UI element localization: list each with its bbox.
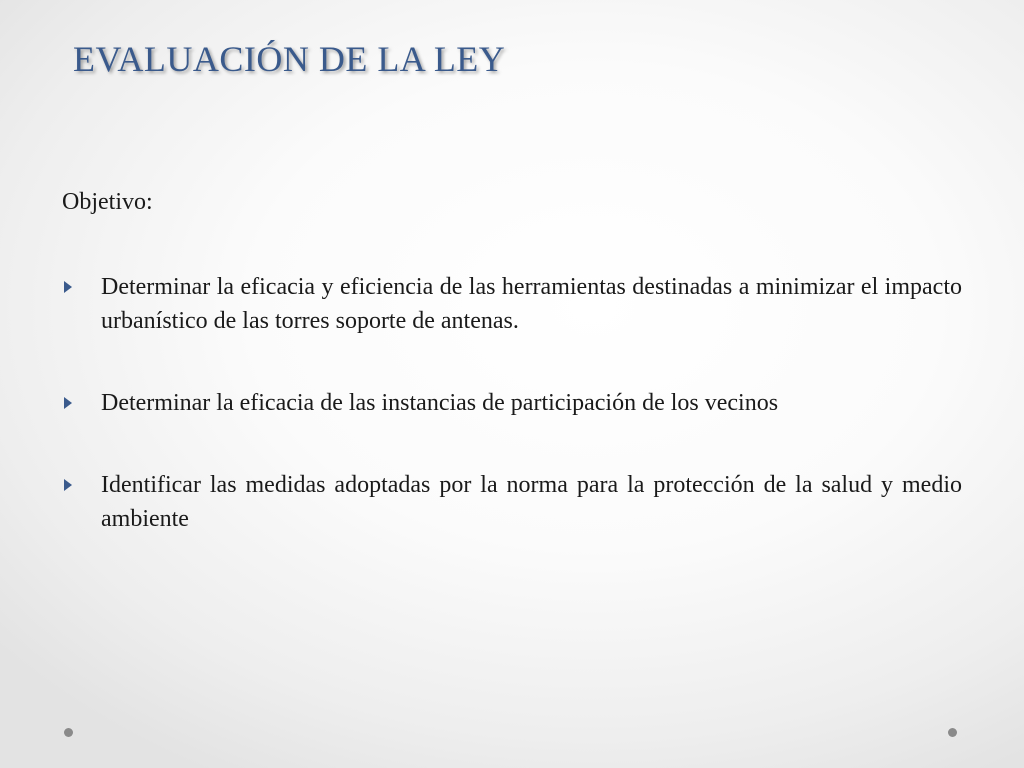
- bullet-text: Determinar la eficacia de las instancias de participación de los vecinos: [101, 390, 779, 416]
- corner-dot-icon-right: [948, 728, 957, 737]
- bullet-item: [62, 270, 962, 338]
- triangle-right-icon: [64, 397, 72, 409]
- bullet-text: Determinar la eficacia y eficiencia de las herramientas destinadas a minimizar el impacto urbanístico de las torres soporte de antenas.: [101, 274, 962, 334]
- bullet-item: [62, 468, 962, 536]
- bullet-item: [62, 386, 962, 420]
- objective-label: Objetivo:: [62, 189, 153, 215]
- slide-title: EVALUACIÓN DE LA LEY: [73, 39, 506, 79]
- triangle-right-icon: [64, 479, 72, 491]
- corner-dot-icon-left: [64, 728, 73, 737]
- triangle-right-icon: [64, 281, 72, 293]
- bullet-list: [62, 270, 962, 536]
- bullet-text: Identificar las medidas adoptadas por la norma para la protección de la salud y medio ambiente: [101, 472, 962, 532]
